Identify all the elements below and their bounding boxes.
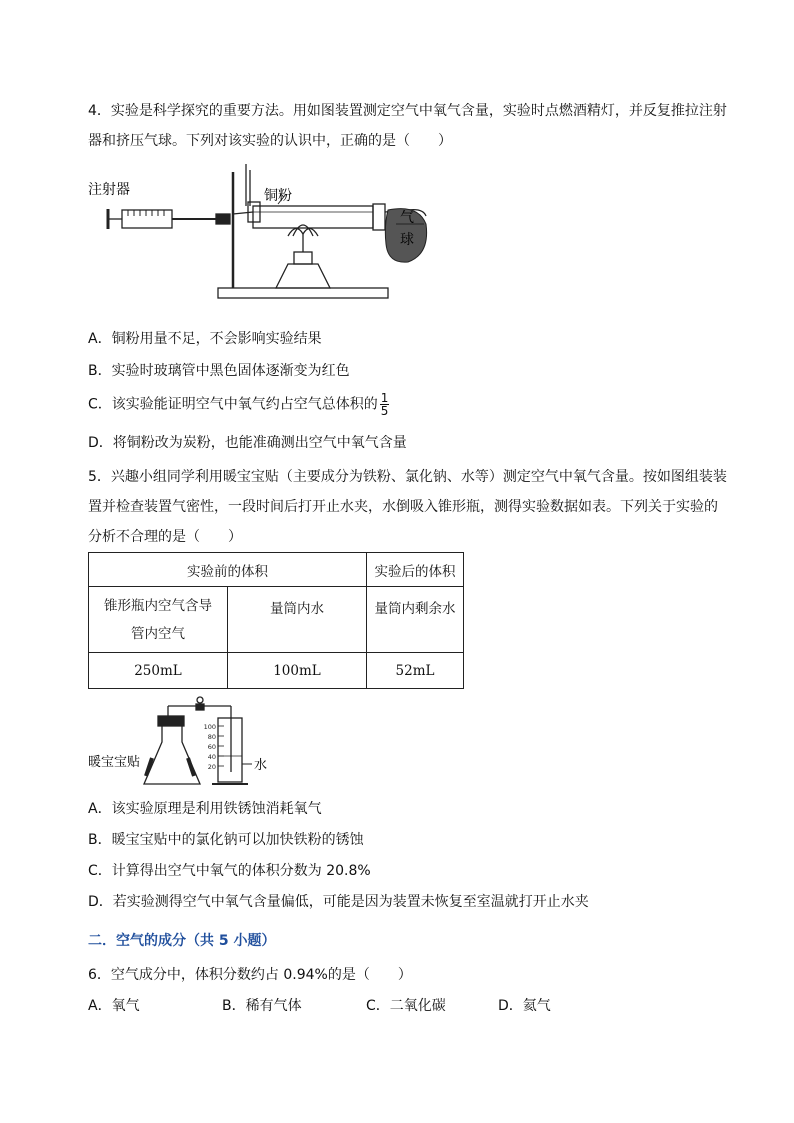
q4-apparatus-figure bbox=[88, 164, 428, 314]
table-col1-label bbox=[89, 587, 228, 653]
table-value-3: 52mL bbox=[367, 653, 464, 689]
fraction-denominator: 5 bbox=[380, 404, 389, 418]
table-col2-label: 量筒内水 bbox=[228, 587, 367, 653]
water-label: 水 bbox=[254, 758, 268, 773]
fraction-numerator: 1 bbox=[380, 391, 389, 405]
q5-option-c: C．计算得出空气中氧气的体积分数为 20.8% bbox=[88, 863, 371, 879]
q5-apparatus-figure bbox=[88, 692, 288, 792]
q5-option-d: D．若实验测得空气中氧气含量偏低，可能是因为装置未恢复至室温就打开止水夹 bbox=[88, 894, 589, 910]
copper-label: 铜粉 bbox=[264, 188, 292, 204]
q4-option-c-text: C．该实验能证明空气中氧气约占空气总体积的 bbox=[88, 396, 378, 413]
q5-data-table bbox=[88, 552, 464, 689]
q4-option-a: A．铜粉用量不足，不会影响实验结果 bbox=[88, 331, 322, 347]
tick-20: 20 bbox=[207, 763, 216, 771]
q6-option-b: B．稀有气体 bbox=[222, 998, 302, 1014]
balloon-label-2: 球 bbox=[400, 232, 414, 248]
syringe-label: 注射器 bbox=[88, 182, 130, 198]
q5-stem-line3: 分析不合理的是（ ） bbox=[88, 529, 242, 545]
table-value-1: 250mL bbox=[89, 653, 228, 689]
q6-stem: 6．空气成分中，体积分数约占 0.94%的是（ ） bbox=[88, 967, 412, 983]
q5-stem-line1: 5．兴趣小组同学利用暖宝宝贴（主要成分为铁粉、氯化钠、水等）测定空气中氧气含量。按如图组装装 bbox=[88, 469, 727, 485]
tick-60: 60 bbox=[207, 743, 216, 751]
table-value-2: 100mL bbox=[228, 653, 367, 689]
q4-option-c bbox=[88, 392, 389, 417]
q4-option-d: D．将铜粉改为炭粉，也能准确测出空气中氧气含量 bbox=[88, 435, 407, 451]
q4-option-b: B．实验时玻璃管中黑色固体逐渐变为红色 bbox=[88, 363, 350, 379]
q6-option-a: A．氧气 bbox=[88, 998, 140, 1014]
q6-option-d: D．氦气 bbox=[498, 998, 551, 1014]
q5-option-b: B．暖宝宝贴中的氯化钠可以加快铁粉的锈蚀 bbox=[88, 832, 364, 848]
q6-option-c: C．二氧化碳 bbox=[366, 998, 446, 1014]
fraction bbox=[380, 392, 390, 417]
table-col1-line2: 管内空气 bbox=[131, 625, 185, 642]
q5-option-a: A．该实验原理是利用铁锈蚀消耗氧气 bbox=[88, 801, 322, 817]
section-title: 二．空气的成分（共 5 小题） bbox=[88, 933, 276, 949]
balloon-label-1: 气 bbox=[400, 210, 414, 226]
tick-80: 80 bbox=[207, 733, 216, 741]
table-header-after: 实验后的体积 bbox=[367, 553, 464, 587]
tick-100: 100 bbox=[203, 723, 216, 731]
table-col1-line1: 锥形瓶内空气含导 bbox=[104, 597, 212, 614]
table-header-before: 实验前的体积 bbox=[89, 553, 367, 587]
q5-stem-line2: 置并检查装置气密性，一段时间后打开止水夹，水倒吸入锥形瓶，测得实验数据如表。下列关于实验的 bbox=[88, 499, 718, 515]
q4-stem-line1: 4．实验是科学探究的重要方法。用如图装置测定空气中氧气含量，实验时点燃酒精灯，并反复推拉注射 bbox=[88, 103, 727, 119]
warmer-label: 暖宝宝贴 bbox=[88, 755, 141, 770]
q4-stem-line2: 器和挤压气球。下列对该实验的认识中，正确的是（ ） bbox=[88, 133, 452, 149]
table-col3-label: 量筒内剩余水 bbox=[367, 587, 464, 653]
tick-40: 40 bbox=[207, 753, 216, 761]
